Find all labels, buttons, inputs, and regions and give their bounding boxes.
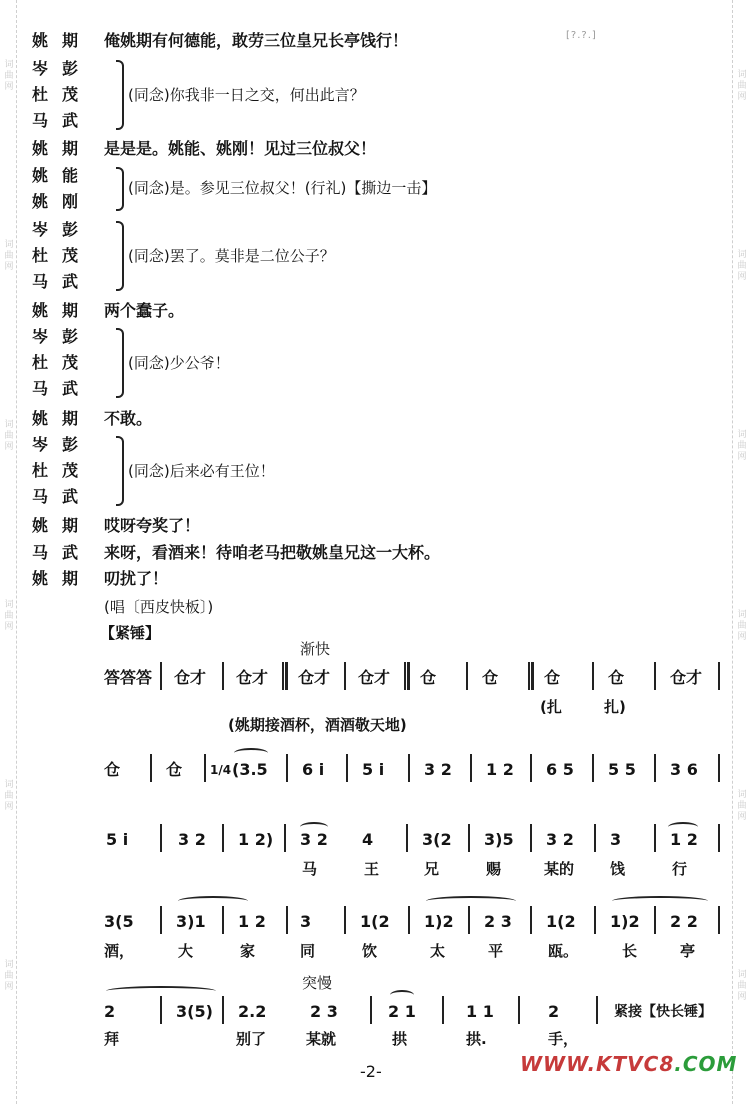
slur <box>300 822 328 832</box>
speaker-name: 姚期 <box>32 516 93 535</box>
tempo-mark: 突慢 <box>302 974 333 992</box>
barline <box>406 824 408 852</box>
note-group: 3 6 <box>670 760 698 779</box>
barline <box>160 662 162 690</box>
dialogue-text: 是是是。姚能、姚刚！见过三位叔父！ <box>104 139 377 158</box>
barline <box>284 824 286 852</box>
slur <box>106 986 216 996</box>
margin-watermark: 词曲网 <box>737 250 747 282</box>
lyric: 手， <box>548 1030 579 1048</box>
margin-watermark: 词曲网 <box>4 600 14 632</box>
note-group: 仓 <box>166 760 183 779</box>
note-group: 1(2 <box>546 912 576 931</box>
barline <box>466 662 468 690</box>
slur <box>668 822 698 832</box>
note-group: 仓才 <box>236 668 269 687</box>
note-group: 4 <box>362 830 374 849</box>
stage-direction: (姚期接酒杯，酒酒敬天地) <box>228 716 407 734</box>
speaker-name: 杜茂 <box>32 85 93 104</box>
note-group: 3(5 <box>104 912 134 931</box>
note-group: 1(2 <box>360 912 390 931</box>
lyric: 别了 <box>236 1030 267 1048</box>
note-group: 5 i <box>106 830 129 849</box>
note-group: 3 2 <box>178 830 206 849</box>
margin-watermark: 词曲网 <box>4 420 14 452</box>
note-group: 仓 <box>420 668 437 687</box>
note-group: 1 2 <box>486 760 514 779</box>
note-group: 仓才 <box>174 668 207 687</box>
speaker-name: 姚刚 <box>32 192 93 211</box>
percussion-sub: 扎) <box>604 698 626 716</box>
slur <box>426 896 516 906</box>
speaker-name: 姚能 <box>32 166 93 185</box>
dialogue-text: 来呀，看酒来！待咱老马把敬姚皇兄这一大杯。 <box>104 543 441 562</box>
lyric: 大 <box>178 942 194 960</box>
lyric: 长 <box>622 942 638 960</box>
repeat-barline <box>404 662 410 690</box>
repeat-barline <box>528 662 534 690</box>
lyric: 赐 <box>486 860 502 878</box>
lyric: 兄 <box>424 860 440 878</box>
barline <box>592 662 594 690</box>
barline <box>592 754 594 782</box>
note-group: 3 2 <box>424 760 452 779</box>
note-group: 3(5) <box>176 1002 213 1021</box>
dialogue-text: 哎呀夸奖了！ <box>104 516 201 535</box>
note-group: 2 1 <box>388 1002 416 1021</box>
speaker-name: 杜茂 <box>32 246 93 265</box>
speaker-name: 马武 <box>32 379 93 398</box>
note-group: 仓 <box>482 668 499 687</box>
barline <box>346 754 348 782</box>
barline <box>468 824 470 852</box>
dialogue-text: 俺姚期有何德能，敢劳三位皇兄长亭饯行！ <box>104 31 409 50</box>
page-stamp: [?.?.] <box>566 30 597 41</box>
watermark-text: WWW.KTVC8 <box>520 1052 675 1076</box>
lyric: 拱 <box>392 1030 408 1048</box>
note-group: 仓 <box>104 760 121 779</box>
barline <box>594 906 596 934</box>
barline <box>222 662 224 690</box>
note-group: 2 <box>104 1002 116 1021</box>
note-group: 3)5 <box>484 830 514 849</box>
page-number: -2- <box>360 1062 382 1081</box>
note-group: 答答答 <box>104 668 153 687</box>
note-group: 3 2 <box>546 830 574 849</box>
barline <box>344 906 346 934</box>
barline <box>204 754 206 782</box>
time-signature: 1/4 <box>210 763 232 777</box>
speaker-name: 姚期 <box>32 139 93 158</box>
barline <box>654 662 656 690</box>
barline <box>654 824 656 852</box>
barline <box>594 824 596 852</box>
speaker-name: 岑彭 <box>32 327 93 346</box>
dialogue-text: (同念)罢了。莫非是二位公子？ <box>128 247 335 265</box>
note-group: 仓 <box>608 668 625 687</box>
slur <box>178 896 248 906</box>
barline <box>150 754 152 782</box>
note-group: 1 2 <box>238 912 266 931</box>
note-group: 2 3 <box>484 912 512 931</box>
margin-watermark: 词曲网 <box>4 780 14 812</box>
barline <box>160 906 162 934</box>
lyric: 饮 <box>362 942 378 960</box>
lyric: 行 <box>672 860 688 878</box>
tempo-mark: 渐快 <box>300 640 331 658</box>
barline <box>160 824 162 852</box>
note-group: 3 2 <box>300 830 328 849</box>
lyric: 亭 <box>680 942 696 960</box>
lyric: 同 <box>300 942 316 960</box>
slur <box>390 990 414 1000</box>
slur <box>234 748 268 758</box>
note-group: 仓才 <box>298 668 331 687</box>
speaker-name: 马武 <box>32 111 93 130</box>
dialogue-text: (同念)你我非一日之交，何出此言？ <box>128 86 365 104</box>
barline <box>408 754 410 782</box>
lyric: 某就 <box>306 1030 337 1048</box>
lyric: 家 <box>240 942 256 960</box>
margin-watermark: 词曲网 <box>737 790 747 822</box>
speaker-name: 姚期 <box>32 301 93 320</box>
slur <box>612 896 708 906</box>
note-group: 5 i <box>362 760 385 779</box>
lyric: 酒， <box>104 942 135 960</box>
barline <box>408 906 410 934</box>
margin-watermark: 词曲网 <box>737 430 747 462</box>
barline <box>286 906 288 934</box>
barline <box>718 662 720 690</box>
note-group: 1)2 <box>610 912 640 931</box>
speaker-name: 姚期 <box>32 409 93 428</box>
note-group: 3 <box>610 830 622 849</box>
barline <box>286 754 288 782</box>
repeat-barline <box>282 662 288 690</box>
barline <box>160 996 162 1024</box>
margin-watermark: 词曲网 <box>4 240 14 272</box>
transition-mark: 紧接【快长锤】 <box>614 1004 712 1020</box>
note-group: 2 3 <box>310 1002 338 1021</box>
barline <box>222 996 224 1024</box>
note-group: 仓才 <box>670 668 703 687</box>
barline <box>596 996 598 1024</box>
speaker-name: 岑彭 <box>32 435 93 454</box>
margin-watermark: 词曲网 <box>4 960 14 992</box>
barline <box>718 824 720 852</box>
note-group: 3)1 <box>176 912 206 931</box>
barline <box>718 754 720 782</box>
margin-watermark: 词曲网 <box>737 610 747 642</box>
barline <box>530 754 532 782</box>
barline <box>222 824 224 852</box>
speaker-name: 杜茂 <box>32 461 93 480</box>
barline <box>530 824 532 852</box>
note-group: 6 i <box>302 760 325 779</box>
note-group: 1 2) <box>238 830 274 849</box>
barline <box>222 906 224 934</box>
note-group: 3 <box>300 912 312 931</box>
barline <box>654 906 656 934</box>
speaker-name: 岑彭 <box>32 220 93 239</box>
barline <box>442 996 444 1024</box>
note-group: 6 5 <box>546 760 574 779</box>
note-group: 3(2 <box>422 830 452 849</box>
speaker-name: 杜茂 <box>32 353 93 372</box>
barline <box>530 906 532 934</box>
lyric: 饯 <box>610 860 626 878</box>
barline <box>468 906 470 934</box>
lyric: 瓯。 <box>548 942 579 960</box>
sing-direction: (唱〔西皮快板〕) <box>104 598 214 616</box>
note-group: 2 <box>548 1002 560 1021</box>
lyric: 拱. <box>466 1030 487 1048</box>
note-group: 仓才 <box>358 668 391 687</box>
note-group: 1 2 <box>670 830 698 849</box>
barline <box>654 754 656 782</box>
note-group: 5 5 <box>608 760 636 779</box>
barline <box>370 996 372 1024</box>
speaker-name: 姚期 <box>32 569 93 588</box>
dialogue-text: (同念)是。参见三位叔父！(行礼)【撕边一击】 <box>128 179 437 197</box>
speaker-name: 姚期 <box>32 31 93 50</box>
note-group: (3.5 <box>232 760 268 779</box>
note-group: 2.2 <box>238 1002 267 1021</box>
margin-watermark: 词曲网 <box>737 970 747 1002</box>
site-watermark <box>520 1052 737 1076</box>
lyric: 某的 <box>544 860 575 878</box>
note-group: 仓 <box>544 668 561 687</box>
dialogue-text: (同念)少公爷！ <box>128 354 230 372</box>
lyric: 拜 <box>104 1030 120 1048</box>
barline <box>470 754 472 782</box>
dialogue-text: 两个蠢子。 <box>104 301 185 320</box>
margin-watermark: 词曲网 <box>737 70 747 102</box>
lyric: 王 <box>364 860 380 878</box>
barline <box>718 906 720 934</box>
watermark-suffix: .COM <box>674 1052 738 1076</box>
percussion-sub: (扎 <box>540 698 562 716</box>
margin-watermark: 词曲网 <box>4 60 14 92</box>
dialogue-text: 不敢。 <box>104 409 153 428</box>
dialogue-text: 叨扰了！ <box>104 569 169 588</box>
barline <box>518 996 520 1024</box>
speaker-name: 马武 <box>32 543 93 562</box>
speaker-name: 马武 <box>32 487 93 506</box>
lyric: 平 <box>488 942 504 960</box>
lyric: 马 <box>302 860 318 878</box>
dialogue-text: (同念)后来必有王位！ <box>128 462 275 480</box>
barline <box>344 662 346 690</box>
percussion-label: 【紧锤】 <box>100 624 161 642</box>
note-group: 1)2 <box>424 912 454 931</box>
note-group: 2 2 <box>670 912 698 931</box>
lyric: 太 <box>430 942 446 960</box>
speaker-name: 岑彭 <box>32 59 93 78</box>
note-group: 1 1 <box>466 1002 494 1021</box>
speaker-name: 马武 <box>32 272 93 291</box>
